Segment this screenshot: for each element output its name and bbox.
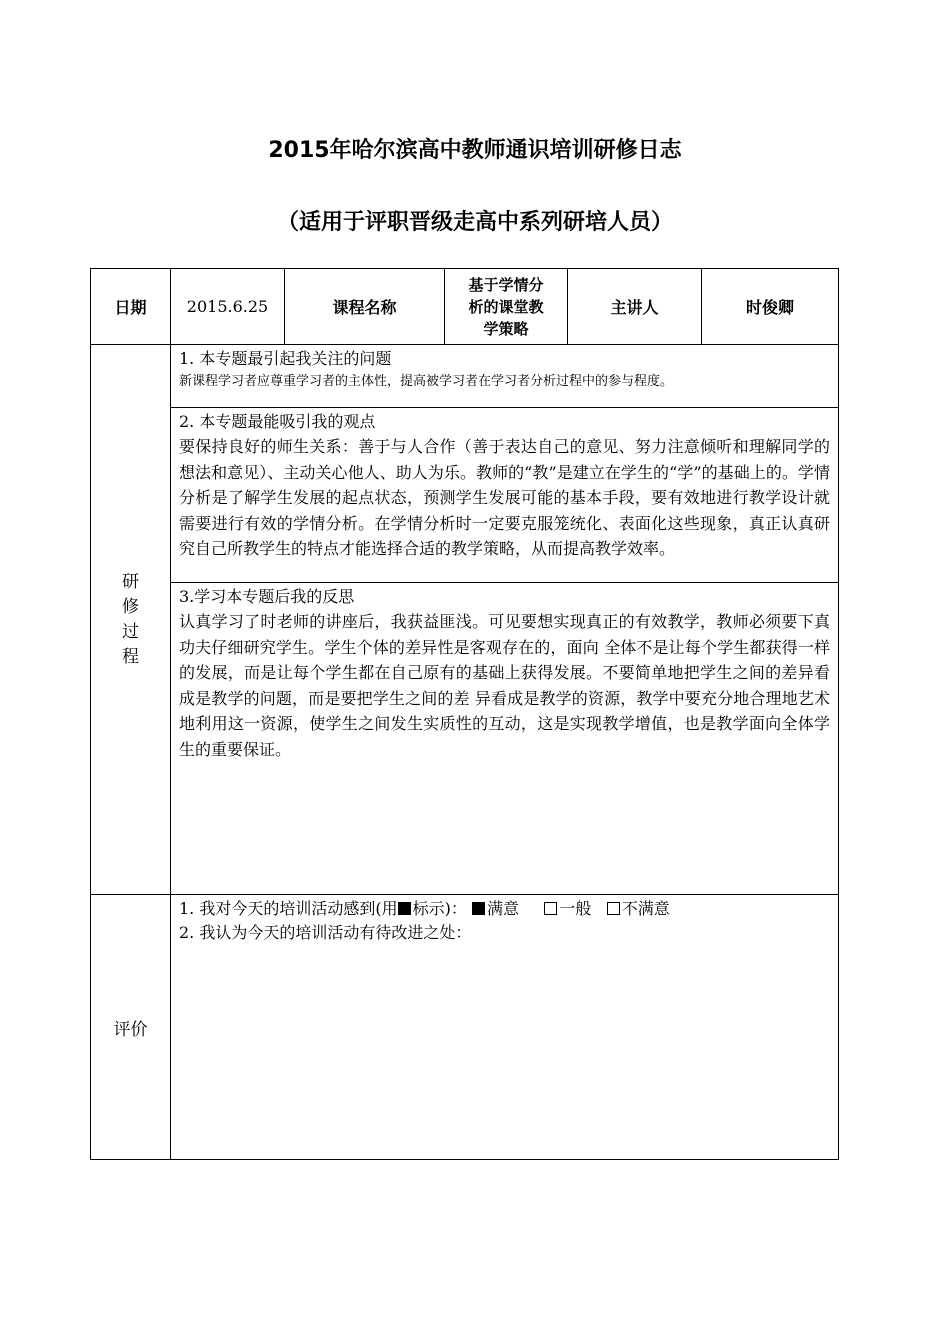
- satisfaction-prefix: 1. 我对今天的培训活动感到(用: [179, 899, 398, 918]
- filled-square-icon: [398, 902, 411, 915]
- checkbox-unsatisfied[interactable]: [607, 902, 620, 915]
- journal-table: [90, 268, 839, 1160]
- section-1-title: 1. 本专题最引起我关注的问题: [179, 349, 392, 368]
- page-subtitle: （适用于评职晋级走高中系列研培人员）: [276, 210, 673, 235]
- option-satisfied-label: 满意: [486, 899, 519, 918]
- improvement-line: 2. 我认为今天的培训活动有待改进之处：: [179, 923, 472, 942]
- section-2-body: 要保持良好的师生关系：善于与人合作（善于表达自己的意见、努力注意倾听和理解同学的想法和意见）、主动关心他人、助人为乐。教师的“教”是建立在学生的“学”的基础上的。学情分析是了解学生发展的起点状态，预测学生发展可能的基本手段，要有效地进行教学设计就需要进行有效的学情分析。在学情分析时一定要克服笼统化、表面化这些现象，真正认真研究自己所教学生的特点才能选择合适的教学策略，从而提高教学效率。: [179, 437, 830, 558]
- section-2: [171, 408, 839, 583]
- process-label-char: 修: [122, 596, 139, 617]
- section-3: [171, 583, 839, 895]
- evaluation-label: 评价: [91, 895, 171, 1160]
- speaker-label: 主讲人: [568, 269, 702, 345]
- section-2-title: 2. 本专题最能吸引我的观点: [179, 412, 376, 431]
- date-label: 日期: [91, 269, 171, 345]
- section-3-body: 认真学习了时老师的讲座后，我获益匪浅。可见要想实现真正的有效教学，教师必须要下真功夫仔细研究学生。学生个体的差异性是客观存在的，面向 全体不是让每个学生都获得一样的发展，而是让每个学生都在自己原有的基础上获得发展。不要简单地把学生之间的差异看成是教学的问题，而是要把学生之间的差 异看成是教学的资源，教学中要充分地合理地艺术地利用这一资源，使学生之间发生实质性的互动，这是实现教学增值，也是教学面向全体学生的重要保证。: [179, 612, 830, 759]
- satisfaction-mark-suffix: 标示)：: [412, 899, 467, 918]
- evaluation-row: [91, 895, 839, 1160]
- course-line: 学策略: [483, 319, 529, 338]
- process-label-char: 程: [122, 646, 139, 667]
- option-unsatisfied-label: 不满意: [621, 899, 670, 918]
- satisfaction-line: [179, 897, 830, 921]
- course-line: 析的课堂教: [468, 297, 544, 316]
- evaluation-content: [171, 895, 839, 1160]
- section-3-title: 3.学习本专题后我的反思: [179, 587, 355, 606]
- section-1: [171, 345, 839, 408]
- process-row-1: [91, 345, 839, 408]
- course-value: [445, 269, 568, 345]
- process-label-char: 过: [122, 621, 139, 642]
- process-row-2: [91, 408, 839, 583]
- checkbox-satisfied[interactable]: [472, 902, 485, 915]
- course-label: 课程名称: [285, 269, 445, 345]
- header-row: [91, 269, 839, 345]
- process-row-3: [91, 583, 839, 895]
- process-label-char: 研: [122, 571, 139, 592]
- date-value: 2015.6.25: [171, 269, 285, 345]
- process-label: [91, 345, 171, 895]
- section-1-body: 新课程学习者应尊重学习者的主体性，提高被学习者在学习者分析过程中的参与程度。: [179, 374, 674, 389]
- page-title: 2015年哈尔滨高中教师通识培训研修日志: [268, 138, 682, 163]
- checkbox-average[interactable]: [544, 902, 557, 915]
- speaker-value: 时俊卿: [702, 269, 839, 345]
- course-line: 基于学情分: [468, 275, 544, 294]
- option-average-label: 一般: [559, 899, 592, 918]
